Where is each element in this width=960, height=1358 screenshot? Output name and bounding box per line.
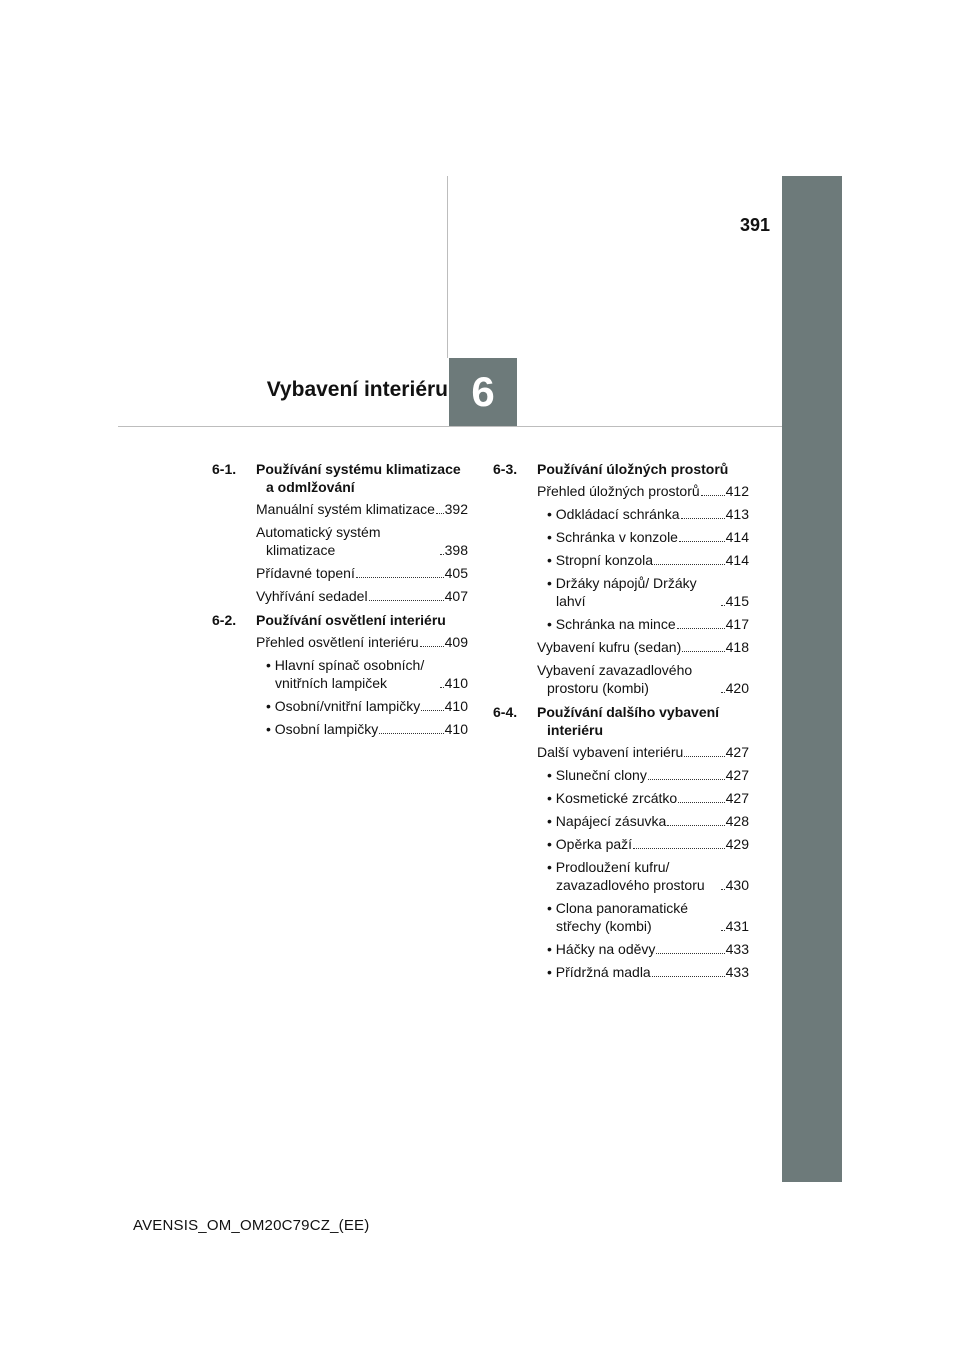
toc-section [212,611,468,738]
toc-entry[interactable] [256,720,468,738]
entry-text: • Napájecí zásuvka [547,813,667,829]
entry-text: Přídavné topení [256,565,355,581]
entry-page-number: 433 [725,964,749,980]
dot-leader [421,710,443,711]
chapter-number-box: 6 [449,358,517,426]
entry-text: • Osobní lampičky [266,721,379,737]
entry-page-number: 405 [444,565,468,581]
dot-leader [681,518,725,519]
dot-leader [440,554,444,555]
dot-leader [721,692,725,693]
entry-page-number: 398 [444,542,468,558]
toc-entry[interactable] [537,766,749,784]
dot-leader [682,651,724,652]
dot-leader [648,779,725,780]
section-number: 6-3. [493,461,518,477]
entry-text: • Opěrka paží [547,836,633,852]
toc-column-left [212,460,468,744]
toc-entry[interactable] [537,661,749,697]
entry-text: Vybavení kufru (sedan) [537,639,682,655]
dot-leader [684,756,724,757]
chapter-title: Vybavení interiéru [266,378,448,401]
dot-leader [440,687,444,688]
entry-page-number: 409 [444,634,468,650]
entry-page-number: 431 [725,918,749,934]
entry-text: • Sluneční clony [547,767,647,783]
toc-entry[interactable] [537,743,749,761]
entry-page-number: 427 [725,767,749,783]
dot-leader [721,930,725,931]
dot-leader [701,495,725,496]
toc-entry[interactable] [537,812,749,830]
entry-text: • Odkládací schránka [547,506,680,522]
entry-page-number: 429 [725,836,749,852]
toc-entry[interactable] [256,656,468,692]
toc-entry[interactable] [537,528,749,546]
dot-leader [420,646,444,647]
dot-leader [679,541,725,542]
toc-section [493,703,749,981]
vertical-rule [447,176,448,358]
entry-page-number: 427 [725,744,749,760]
page-number: 391 [739,215,770,235]
entry-text: Automatický systém klimatizace [256,524,381,558]
toc-entry[interactable] [256,500,468,518]
toc-section [493,460,749,697]
entry-page-number: 430 [725,877,749,893]
section-number: 6-1. [212,461,237,477]
entry-text: • Clona panoramatické střechy (kombi) [547,900,689,934]
entry-text: • Hlavní spínač osobních/ vnitřních lampiček [266,657,425,691]
entry-page-number: 410 [444,698,468,714]
dot-leader [652,976,725,977]
toc-entry[interactable] [537,482,749,500]
entry-text: • Háčky na oděvy [547,941,656,957]
toc-entry[interactable] [537,899,749,935]
entry-page-number: 414 [725,529,749,545]
toc-entry[interactable] [537,835,749,853]
footer-doc-code: AVENSIS_OM_OM20C79CZ_(EE) [133,1217,370,1234]
entry-page-number: 427 [725,790,749,806]
entry-text: • Schránka v konzole [547,529,678,545]
toc-entry[interactable] [537,574,749,610]
dot-leader [633,848,725,849]
entry-page-number: 412 [725,483,749,499]
side-thumb-tab [782,176,842,1182]
entry-text: • Přídržná madla [547,964,651,980]
toc-column-right [493,460,749,987]
entry-page-number: 407 [444,588,468,604]
dot-leader [721,605,725,606]
dot-leader [369,600,444,601]
entry-text: • Držáky nápojů/ Držáky lahví [547,575,697,609]
section-title: Používání osvětlení interiéru [256,612,446,628]
dot-leader [678,802,724,803]
entry-text: • Schránka na mince [547,616,676,632]
dot-leader [379,733,443,734]
dot-leader [667,825,724,826]
toc-entry[interactable] [537,789,749,807]
entry-page-number: 417 [725,616,749,632]
toc-entry[interactable] [537,505,749,523]
toc-entry[interactable] [256,587,468,605]
section-number: 6-4. [493,704,518,720]
entry-text: Přehled úložných prostorů [537,483,700,499]
entry-text: Přehled osvětlení interiéru [256,634,419,650]
toc-entry[interactable] [537,638,749,656]
section-title: Používání úložných prostorů [537,461,729,477]
entry-text: Další vybavení interiéru [537,744,684,760]
toc-entry[interactable] [537,551,749,569]
entry-text: • Prodloužení kufru/ zavazadlového prostoru [547,859,705,893]
section-number: 6-2. [212,612,237,628]
entry-text: • Kosmetické zrcátko [547,790,678,806]
entry-page-number: 392 [444,501,468,517]
entry-page-number: 433 [725,941,749,957]
entry-page-number: 410 [444,675,468,691]
entry-text: • Stropní konzola [547,552,654,568]
toc-entry[interactable] [256,633,468,651]
entry-text: Vybavení zavazadlového prostoru (kombi) [537,662,693,696]
entry-text: • Osobní/vnitřní lampičky [266,698,421,714]
dot-leader [654,564,725,565]
entry-page-number: 410 [444,721,468,737]
toc-entry[interactable] [256,523,468,559]
toc-entry[interactable] [537,858,749,894]
entry-page-number: 414 [725,552,749,568]
entry-text: Vyhřívání sedadel [256,588,368,604]
toc-entry[interactable] [537,963,749,981]
section-title: Používání systému klimatizace a odmlžování [256,461,461,495]
dot-leader [677,628,725,629]
dot-leader [436,513,444,514]
section-title: Používání dalšího vybavení interiéru [537,704,720,738]
entry-text: Manuální systém klimatizace [256,501,435,517]
entry-page-number: 415 [725,593,749,609]
dot-leader [356,577,444,578]
toc-entry[interactable] [256,564,468,582]
dot-leader [656,953,724,954]
toc-entry[interactable] [537,615,749,633]
entry-page-number: 413 [725,506,749,522]
entry-page-number: 420 [725,680,749,696]
toc-entry[interactable] [256,697,468,715]
dot-leader [721,889,725,890]
horizontal-rule [118,426,782,427]
entry-page-number: 418 [725,639,749,655]
toc-entry[interactable] [537,940,749,958]
toc-section [212,460,468,605]
entry-page-number: 428 [725,813,749,829]
